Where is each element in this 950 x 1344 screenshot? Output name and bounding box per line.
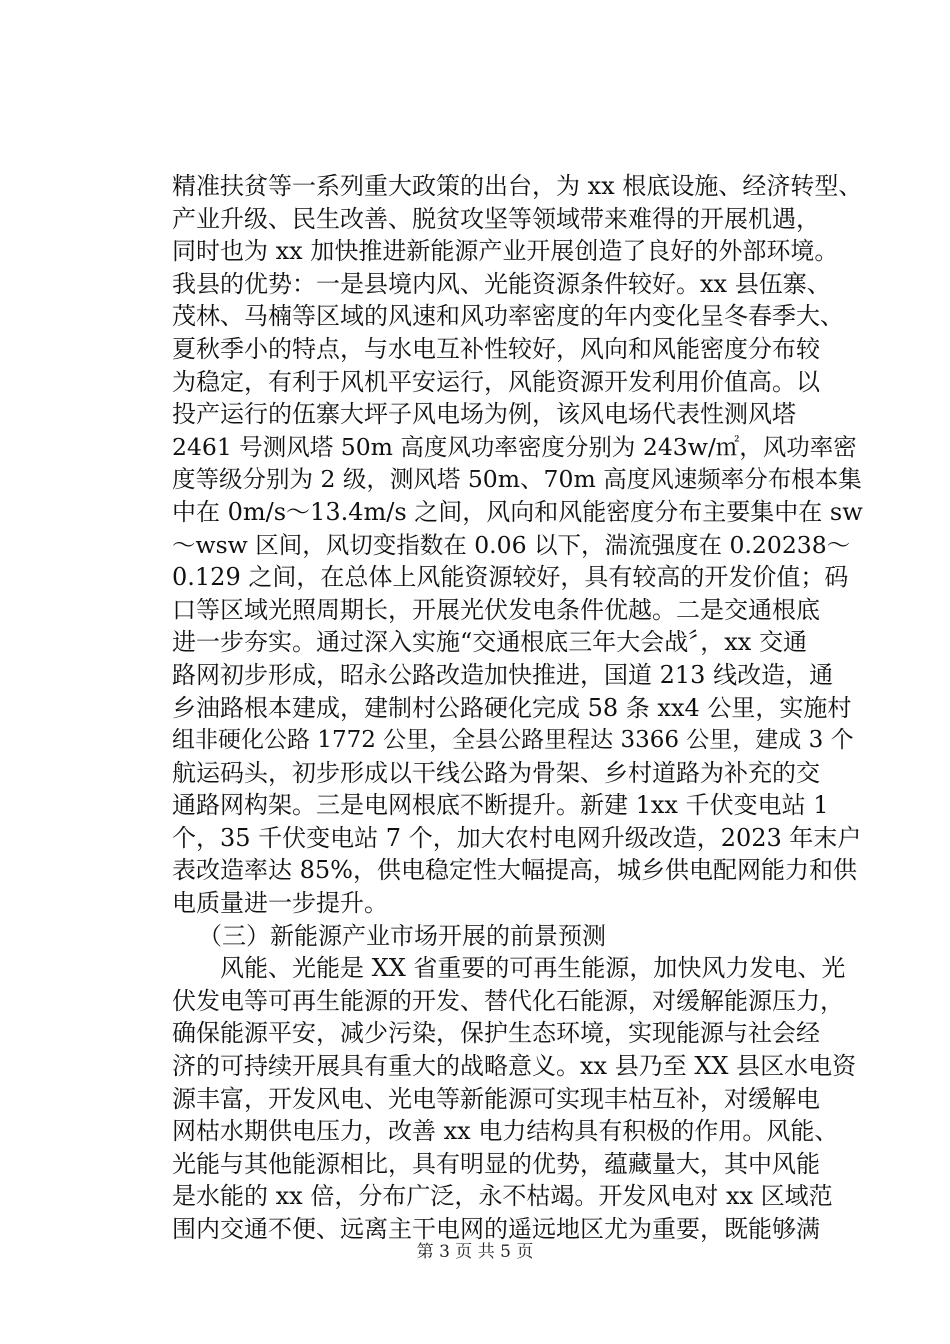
- text-line: 同时也为 xx 加快推进新能源产业开展创造了良好的外部环境。: [172, 237, 839, 266]
- text-line: 伏发电等可再生能源的开发、替代化石能源，对缓解能源压力，: [172, 986, 844, 1015]
- text-line: 2461 号测风塔 50m 高度风功率密度分别为 243w/㎡，风功率密: [172, 432, 857, 461]
- text-line: 电质量进一步提升。: [172, 889, 388, 918]
- text-line: 组非硬化公路 1772 公里，全县公路里程达 3366 公里，建成 3 个: [172, 727, 854, 754]
- text-line: 航运码头，初步形成以干线公路为骨架、乡村道路为补充的交: [172, 758, 820, 787]
- text-line: 围内交通不便、远离主干电网的遥远地区尤为重要，既能够满: [172, 1215, 820, 1243]
- text-line: 茂林、马楠等区域的风速和风功率密度的年内变化呈冬春季大、: [172, 302, 844, 331]
- text-line: 路网初步形成，昭永公路改造加快推进，国道 213 线改造，通: [172, 660, 834, 689]
- page-number: 第 3 页 共 5 页: [416, 1242, 534, 1262]
- page-footer: [0, 1240, 950, 1264]
- text-line: 确保能源平安，减少污染，保护生态环境，实现能源与社会经: [172, 1019, 820, 1048]
- text-line: 精准扶贫等一系列重大政策的出台，为 xx 根底设施、经济转型、: [172, 172, 863, 200]
- text-line: ～wsw 区间，风切变指数在 0.06 以下，湍流强度在 0.20238～: [172, 530, 851, 559]
- text-line: 光能与其他能源相比，具有明显的优势，蕴藏量大，其中风能: [172, 1149, 820, 1178]
- text-line: 风能、光能是 XX 省重要的可再生能源，加快风力发电、光: [220, 954, 846, 983]
- text-line: 表改造率达 85%，供电稳定性大幅提高，城乡供电配网能力和供: [172, 856, 857, 885]
- text-line: 源丰富，开发风电、光电等新能源可实现丰枯互补，对缓解电: [172, 1084, 820, 1113]
- section-heading: （三）新能源产业市场开展的前景预测: [198, 921, 606, 950]
- text-line: 投产运行的伍寨大坪子风电场为例，该风电场代表性测风塔: [172, 400, 796, 429]
- text-line: 产业升级、民生改善、脱贫攻坚等领域带来难得的开展机遇，: [172, 204, 820, 233]
- text-line: 个，35 千伏变电站 7 个，加大农村电网升级改造，2023 年末户: [172, 823, 862, 852]
- text-line: 网枯水期供电压力，改善 xx 电力结构具有积极的作用。风能、: [172, 1117, 839, 1146]
- text-line: 是水能的 xx 倍，分布广泛，永不枯竭。开发风电对 xx 区域范: [172, 1182, 833, 1211]
- text-line: 为稳定，有利于风机平安运行，风能资源开发利用价值高。以: [172, 367, 820, 396]
- text-line: 夏秋季小的特点，与水电互补性较好，风向和风能密度分布较: [172, 334, 820, 363]
- text-line: 度等级分别为 2 级，测风塔 50m、70m 高度风速频率分布根本集: [172, 465, 862, 494]
- text-line: 口等区域光照周期长，开展光伏发电条件优越。二是交通根底: [172, 595, 820, 624]
- text-line: 进一步夯实。通过深入实施“交通根底三年大会战〞，xx 交通: [172, 628, 807, 657]
- text-line: 济的可持续开展具有重大的战略意义。xx 县乃至 XX 县区水电资: [172, 1052, 857, 1081]
- text-line: 我县的优势：一是县境内风、光能资源条件较好。xx 县伍寨、: [172, 269, 831, 298]
- text-line: 中在 0m/s～13.4m/s 之间，风向和风能密度分布主要集中在 sw: [172, 497, 863, 526]
- text-line: 乡油路根本建成，建制村公路硬化完成 58 条 xx4 公里，实施村: [172, 693, 852, 722]
- text-line: 通路网构架。三是电网根底不断提升。新建 1xx 千伏变电站 1: [172, 791, 829, 820]
- text-line: 0.129 之间，在总体上风能资源较好，具有较高的开发价值；码: [172, 563, 849, 592]
- document-body: [172, 170, 862, 1246]
